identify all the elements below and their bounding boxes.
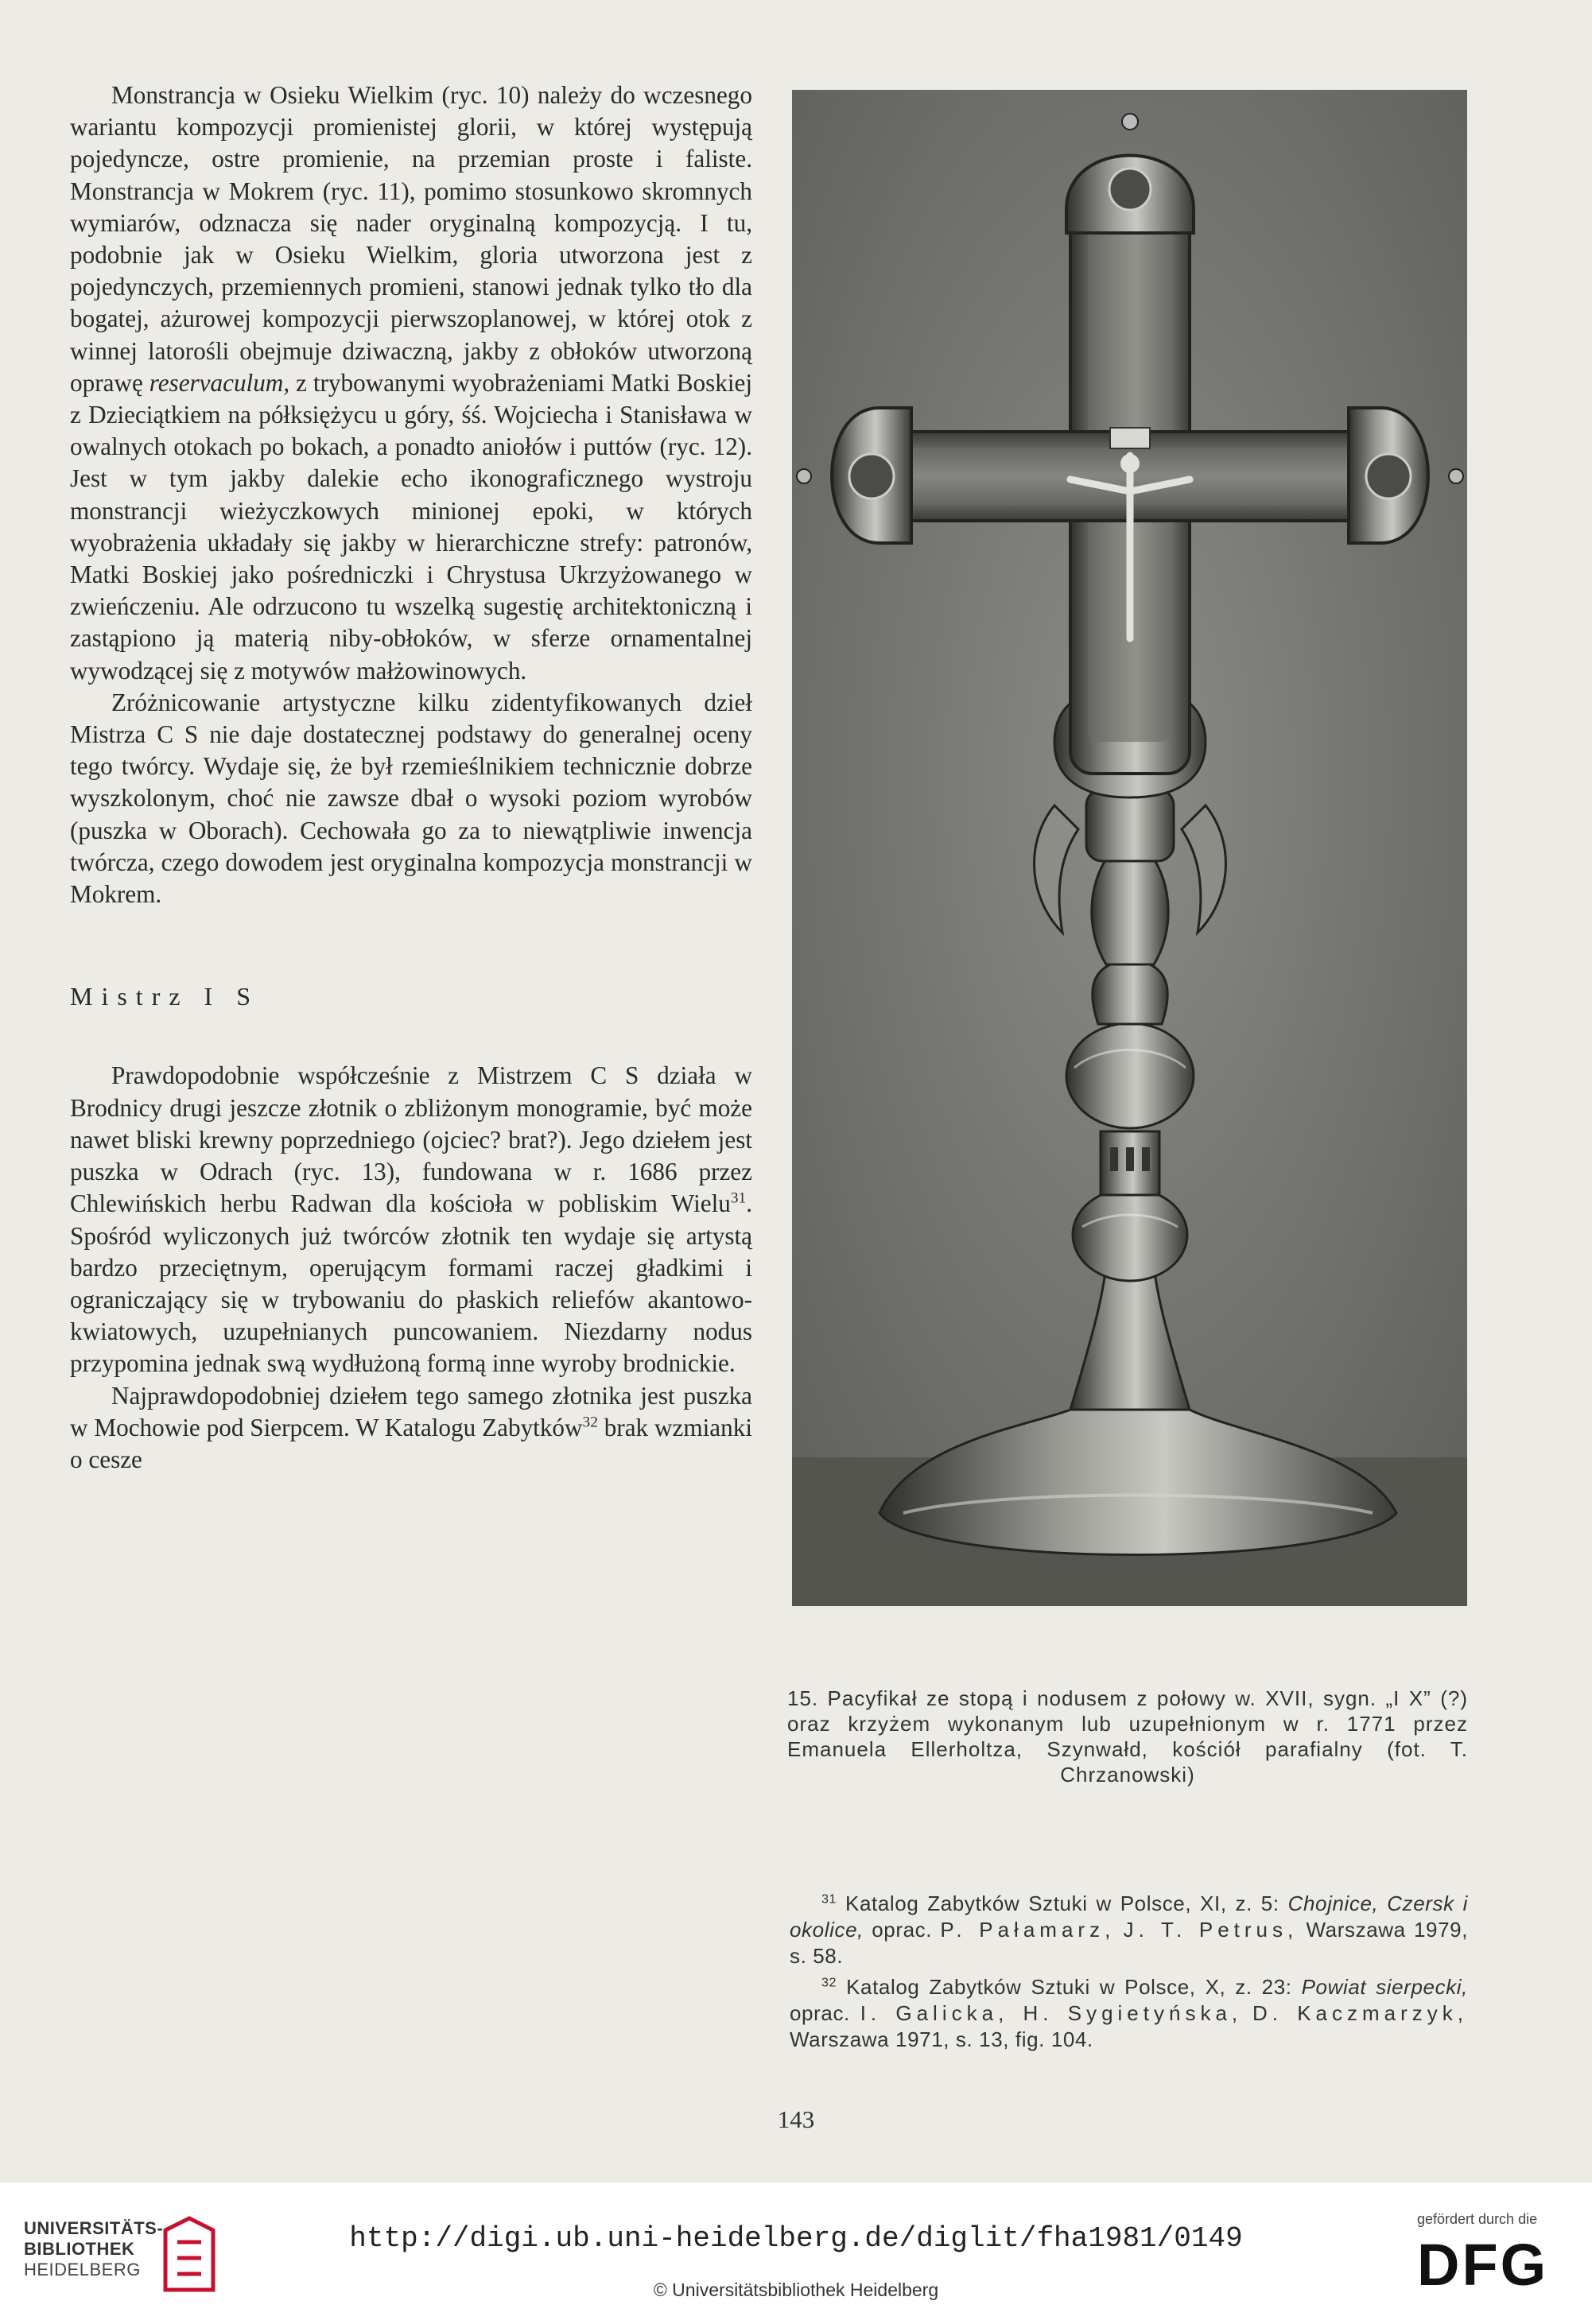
paragraph-4: Najprawdopodobniej dziełem tego samego złotnika jest puszka w Mochowie pod Sierpcem. W Katalogu Zabytków$^{32}$ brak wzmianki o cesze: [70, 1381, 753, 1473]
paragraph-2: Zróżnicowanie artystyczne kilku zidentyfikowanych dzieł Mistrza C S nie daje dostatecznej podstawy do generalnej oceny tego twórcy. Wydaje się, że był rzemieślnikiem technicznie dobrze wyszkolonym, choć nie zawsze dbał o wysoki poziom wyrobów (puszka w Oborach). Cechowała go za to niewątpliwie inwencja twórcza, czego dowodem jest oryginalna kompozycja monstrancji w Mokrem.: [70, 688, 752, 909]
page-number: 143: [777, 2105, 815, 2133]
university-library-logo[interactable]: UNIVERSITÄTS- BIBLIOTHEK HEIDELBERG: [24, 2218, 164, 2279]
paragraph-3: Prawdopodobnie współcześnie z Mistrzem C S działa w Brodnicy drugi jeszcze złotnik o zbliżonym monogramie, być może nawet bliski krewny poprzedniego (ojciec? brat?). Jego dziełem jest puszka w Odrach (ryc. 13), fundowana w r. 1686 przez Chlewińskich herbu Radwan dla kościoła w pobliskim Wielu$^{31}$. Spośród wyliczonych już twórców złotnik ten wydaje się artystą bardzo przeciętnym, operującym formami raczej gładkimi i ograniczający się w trybowaniu do płaskich reliefów akantowo-kwiatowych, uzupełnianych puncowaniem. Niezdarny nodus przypomina jednak swą wydłużoną formą inne wyroby brodnickie.: [70, 1061, 752, 1378]
footnote-31: $^{31}$ Katalog Zabytków Sztuki w Polsce, XI, z. 5: Chojnice, Czersk i okolice, oprac. P. Pałamarz, J. T. Petrus, Warszawa 1979, s. 58.: [790, 1891, 1469, 1968]
paragraph-1: Monstrancja w Osieku Wielkim (ryc. 10) należy do wczesnego wariantu kompozycji promienistej glorii, w której występują pojedyncze, ostre promienie, na przemian proste i faliste. Monstrancja w Mokrem (ryc. 11), pomimo stosunkowo skromnych wymiarów, odznacza się nader oryginalną kompozycją. I tu, podobnie jak w Osieku Wielkim, gloria utworzona jest z pojedynczych, przemiennych promieni, stanowi jednak tylko tło dla bogatej, ażurowej kompozycji pierwszoplanowej, w której otok z winnej latorośli obejmuje dziwaczną, jakby z obłoków utworzoną oprawę reservaculum, z trybowanymi wyobrażeniami Matki Boskiej z Dzieciątkiem na półksiężycu u góry, śś. Wojciecha i Stanisława w owalnych otokach po bokach, a ponadto aniołów i puttów (ryc. 12). Jest w tym jakby dalekie echo ikonograficznego wystroju monstrancji wieżyczkowych minionej epoki, w których wyobrażenia układały się jakby w hierarchiczne strefy: patronów, Matki Boskiej jako pośredniczki i Chrystusa Ukrzyżowanego w zwieńczeniu. Ale odrzucono tu wszelką sugestię architektoniczną i zastąpiono ją materią niby-obłoków, w sferze ornamentalnej wywodzącej się z motywów małżowinowych.: [70, 81, 753, 685]
section-heading: Mistrz I S: [70, 982, 259, 1011]
dfg-logo[interactable]: DFG: [1417, 2232, 1549, 2298]
figure-caption: 15. Pacyfikał ze stopą i nodusem z połowy w. XVII, sygn. „I X” (?) oraz krzyżem wykonanym lub uzupełnionym w r. 1771 przez Emanuela Ellerholtza, Szynwałd, kościół parafialny (fot. T. Chrzanowski): [787, 1686, 1468, 1787]
permalink-url[interactable]: http://digi.ub.uni-heidelberg.de/diglit/fha1981/0149: [349, 2222, 1243, 2255]
main-text-column: [70, 80, 752, 1476]
figure-15-photo: [792, 90, 1467, 1606]
footnotes: [790, 1891, 1468, 2058]
digitization-footer: [0, 2182, 1592, 2324]
funded-by-label: gefördert durch die: [1417, 2211, 1538, 2227]
footnote-32: $^{32}$ Katalog Zabytków Sztuki w Polsce, X, z. 23: Powiat sierpecki, oprac. I. Galicka, H. Sygietyńska, D. Kaczmarzyk, Warszawa 1971, s. 13, fig. 104.: [790, 1975, 1469, 2051]
footnote-ref-31: 31: [730, 1189, 747, 1207]
copyright-notice: © Universitätsbibliothek Heidelberg: [653, 2279, 939, 2300]
footnote-ref-32: 32: [582, 1414, 598, 1431]
pacifical-cross-image: [792, 90, 1467, 1606]
italic-term: reservaculum,: [149, 368, 290, 397]
